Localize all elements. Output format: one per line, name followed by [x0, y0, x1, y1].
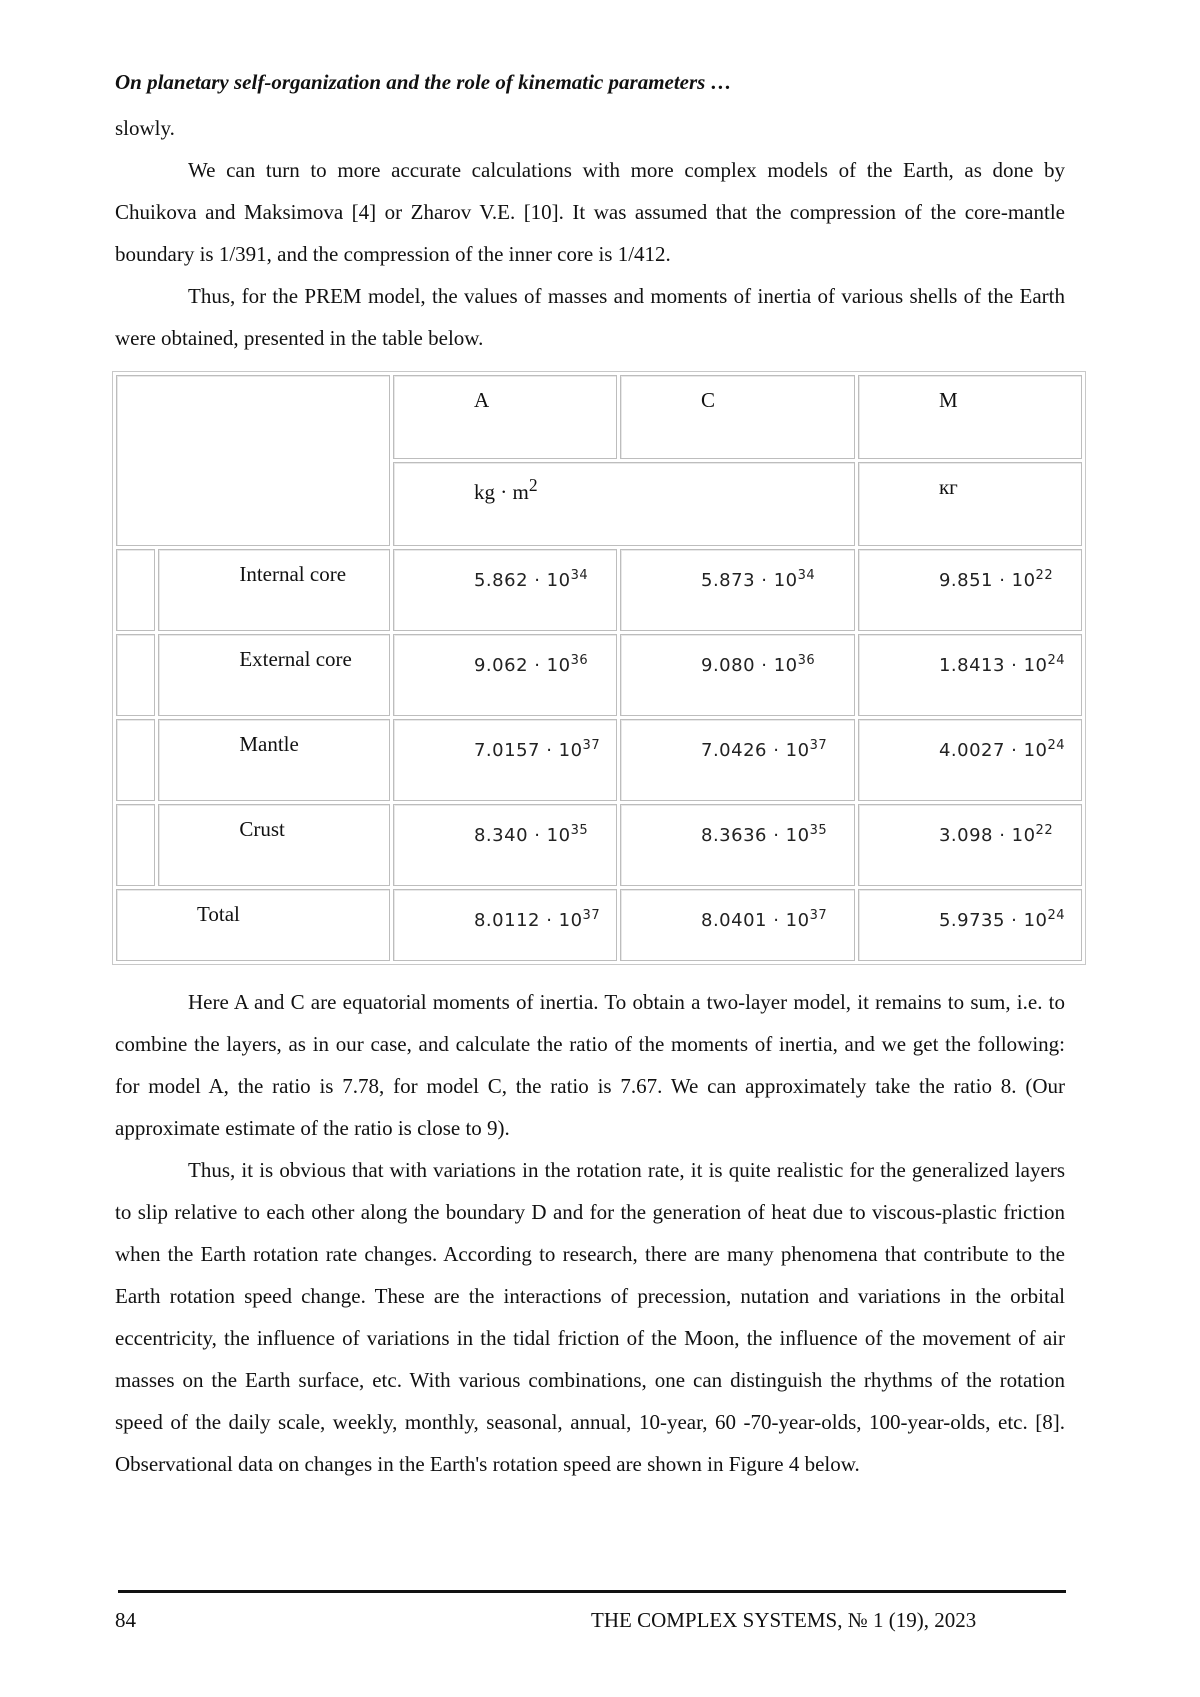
value-c: $7.0426 \cdot 10^{37}$ [620, 719, 855, 801]
table-row [116, 634, 1082, 716]
table-row [116, 549, 1082, 631]
table-corner-cell [116, 375, 390, 546]
footer-rule [118, 1590, 1066, 1593]
page-number: 84 [115, 1608, 136, 1632]
paragraph-1: We can turn to more accurate calculations with more complex models of the Earth, as done by Chuikova and Maksimova [4] or Zharov V.E. [10]. It was assumed that the compression of the core-mantle boundary is 1/391, and the compression of the inner core is 1/412. [115, 158, 1065, 266]
row-spacer-cell [116, 804, 155, 886]
row-spacer-cell [116, 634, 155, 716]
value-c: $9.080 \cdot 10^{36}$ [620, 634, 855, 716]
value-a: $5.862 \cdot 10^{34}$ [393, 549, 617, 631]
total-a: $8.0112 \cdot 10^{37}$ [393, 889, 617, 961]
running-title: On planetary self-organization and the role of kinematic parameters … [115, 70, 732, 94]
value-m: $1.8413 \cdot 10^{24}$ [858, 634, 1082, 716]
value-m: $3.098 \cdot 10^{22}$ [858, 804, 1082, 886]
row-label: Internal core [158, 549, 390, 631]
value-m: $9.851 \cdot 10^{22}$ [858, 549, 1082, 631]
row-label: Mantle [158, 719, 390, 801]
col-header-c: C [620, 375, 855, 459]
total-c: $8.0401 \cdot 10^{37}$ [620, 889, 855, 961]
value-c: $5.873 \cdot 10^{34}$ [620, 549, 855, 631]
value-c: $8.3636 \cdot 10^{35}$ [620, 804, 855, 886]
table-total-row [116, 889, 1082, 961]
paragraph-2: Thus, for the PREM model, the values of masses and moments of inertia of various shells of the Earth were obtained, presented in the table below. [115, 284, 1065, 350]
total-label: Total [116, 889, 390, 961]
value-m: $4.0027 \cdot 10^{24}$ [858, 719, 1082, 801]
col-header-a: A [393, 375, 617, 459]
paragraph-3: Here A and C are equatorial moments of inertia. To obtain a two-layer model, it remains to sum, i.e. to combine the layers, as in our case, and calculate the ratio of the moments of inertia, and we get the following: for model A, the ratio is 7.78, for model C, the ratio is 7.67. We can approximately take the ratio 8. (Our approximate estimate of the ratio is close to 9). [115, 990, 1065, 1140]
row-label: Crust [158, 804, 390, 886]
row-label: External core [158, 634, 390, 716]
paragraph-4: Thus, it is obvious that with variations in the rotation rate, it is quite realistic for the generalized layers to slip relative to each other along the boundary D and for the generation of heat due to viscous-plastic friction when the Earth rotation rate changes. According to research, there are many phenomena that contribute to the Earth rotation speed change. These are the interactions of precession, nutation and variations in the orbital eccentricity, the influence of variations in the tidal friction of the Moon, the influence of the movement of air masses on the Earth surface, etc. With various combinations, one can distinguish the rhythms of the rotation speed of the daily scale, weekly, monthly, seasonal, annual, 10-year, 60 -70-year-olds, 100-year-olds, etc. [8]. Observational data on changes in the Earth's rotation speed are shown in Figure 4 below. [115, 1158, 1065, 1476]
value-a: $9.062 \cdot 10^{36}$ [393, 634, 617, 716]
row-spacer-cell [116, 719, 155, 801]
unit-m: кг [858, 462, 1082, 546]
total-m: $5.9735 \cdot 10^{24}$ [858, 889, 1082, 961]
table-row [116, 719, 1082, 801]
col-header-m: M [858, 375, 1082, 459]
row-spacer-cell [116, 549, 155, 631]
value-a: $7.0157 \cdot 10^{37}$ [393, 719, 617, 801]
inertia-table [112, 371, 1086, 965]
table-row [116, 804, 1082, 886]
journal-citation: THE COMPLEX SYSTEMS, № 1 (19), 2023 [591, 1608, 977, 1632]
unit-ac: kg · $m^2$ [393, 462, 855, 546]
value-a: $8.340 \cdot 10^{35}$ [393, 804, 617, 886]
page-body [115, 70, 1065, 1485]
paragraph-0: slowly. [115, 116, 175, 140]
